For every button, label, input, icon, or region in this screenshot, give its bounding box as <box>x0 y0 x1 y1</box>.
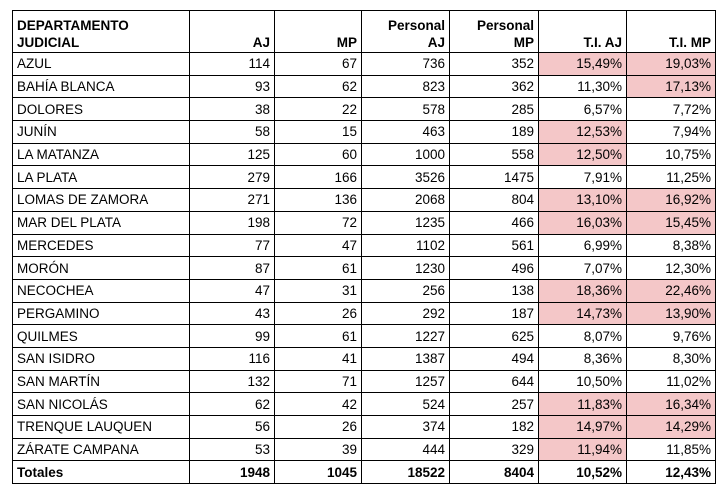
cell-mp: 60 <box>275 143 362 166</box>
cell-personal-aj: 444 <box>362 438 450 461</box>
cell-departamento: LA MATANZA <box>13 143 190 166</box>
cell-ti-aj: 12,53% <box>539 121 627 144</box>
cell-ti-mp: 15,45% <box>627 211 716 234</box>
header-line2: JUDICIAL <box>17 35 80 50</box>
cell-personal-aj: 2068 <box>362 189 450 212</box>
cell-ti-mp: 7,94% <box>627 121 716 144</box>
cell-ti-mp: 16,92% <box>627 189 716 212</box>
cell-personal-aj: 578 <box>362 98 450 121</box>
cell-ti-aj: 10,50% <box>539 370 627 393</box>
cell-ti-mp: 11,02% <box>627 370 716 393</box>
cell-ti-aj: 6,57% <box>539 98 627 121</box>
table-body <box>13 53 716 484</box>
cell-personal-mp: 257 <box>450 393 539 416</box>
table-row <box>13 211 716 234</box>
cell-personal-mp: 496 <box>450 257 539 280</box>
cell-mp: 31 <box>275 279 362 302</box>
cell-aj: 62 <box>190 393 275 416</box>
cell-ti-aj: 8,07% <box>539 325 627 348</box>
table-row <box>13 189 716 212</box>
cell-aj: 198 <box>190 211 275 234</box>
cell-personal-aj: 1257 <box>362 370 450 393</box>
cell-personal-mp: 182 <box>450 416 539 439</box>
cell-ti-mp: 22,46% <box>627 279 716 302</box>
cell-ti-mp: 7,72% <box>627 98 716 121</box>
cell-personal-aj: 292 <box>362 302 450 325</box>
table-row <box>13 121 716 144</box>
cell-personal-mp: 187 <box>450 302 539 325</box>
cell-departamento: SAN NICOLÁS <box>13 393 190 416</box>
table-row <box>13 347 716 370</box>
judicial-departments-table <box>12 10 716 484</box>
header-line2: AJ <box>427 35 445 50</box>
cell-aj: 114 <box>190 53 275 76</box>
table-row <box>13 53 716 76</box>
totals-row <box>13 461 716 484</box>
cell-ti-mp: 11,85% <box>627 438 716 461</box>
table-row <box>13 257 716 280</box>
cell-personal-mp: 138 <box>450 279 539 302</box>
cell-aj: 53 <box>190 438 275 461</box>
cell-ti-aj: 11,83% <box>539 393 627 416</box>
cell-ti-aj: 6,99% <box>539 234 627 257</box>
cell-personal-mp: 644 <box>450 370 539 393</box>
table-row <box>13 393 716 416</box>
cell-personal-mp: 352 <box>450 53 539 76</box>
total-cell-mp: 1045 <box>275 461 362 484</box>
cell-mp: 26 <box>275 416 362 439</box>
cell-personal-aj: 374 <box>362 416 450 439</box>
cell-aj: 43 <box>190 302 275 325</box>
cell-departamento: MAR DEL PLATA <box>13 211 190 234</box>
cell-personal-aj: 256 <box>362 279 450 302</box>
cell-departamento: LOMAS DE ZAMORA <box>13 189 190 212</box>
cell-ti-aj: 14,73% <box>539 302 627 325</box>
total-cell-departamento: Totales <box>13 461 190 484</box>
cell-ti-mp: 8,38% <box>627 234 716 257</box>
cell-ti-aj: 16,03% <box>539 211 627 234</box>
cell-ti-aj: 14,97% <box>539 416 627 439</box>
cell-aj: 58 <box>190 121 275 144</box>
header-line1: Personal <box>476 18 534 33</box>
header-line2: MP <box>513 35 534 50</box>
table-row <box>13 166 716 189</box>
header-row <box>13 11 716 53</box>
cell-departamento: SAN MARTÍN <box>13 370 190 393</box>
header-personal-aj <box>362 11 450 53</box>
cell-ti-mp: 14,29% <box>627 416 716 439</box>
header-line1: Personal <box>387 18 445 33</box>
cell-personal-aj: 1387 <box>362 347 450 370</box>
cell-departamento: LA PLATA <box>13 166 190 189</box>
cell-ti-mp: 16,34% <box>627 393 716 416</box>
header-departamento-judicial <box>13 11 190 53</box>
cell-personal-aj: 1102 <box>362 234 450 257</box>
cell-ti-aj: 13,10% <box>539 189 627 212</box>
cell-ti-mp: 13,90% <box>627 302 716 325</box>
cell-personal-aj: 736 <box>362 53 450 76</box>
cell-departamento: NECOCHEA <box>13 279 190 302</box>
header-personal-mp <box>450 11 539 53</box>
cell-ti-aj: 11,94% <box>539 438 627 461</box>
cell-personal-mp: 558 <box>450 143 539 166</box>
cell-personal-aj: 524 <box>362 393 450 416</box>
cell-aj: 125 <box>190 143 275 166</box>
cell-personal-aj: 1235 <box>362 211 450 234</box>
cell-departamento: PERGAMINO <box>13 302 190 325</box>
cell-ti-aj: 15,49% <box>539 53 627 76</box>
header-line1: DEPARTAMENTO <box>17 18 129 33</box>
cell-mp: 62 <box>275 75 362 98</box>
cell-mp: 15 <box>275 121 362 144</box>
cell-ti-aj: 18,36% <box>539 279 627 302</box>
cell-aj: 132 <box>190 370 275 393</box>
table-row <box>13 370 716 393</box>
cell-ti-mp: 17,13% <box>627 75 716 98</box>
table-row <box>13 438 716 461</box>
cell-personal-mp: 362 <box>450 75 539 98</box>
cell-aj: 87 <box>190 257 275 280</box>
cell-mp: 42 <box>275 393 362 416</box>
cell-aj: 99 <box>190 325 275 348</box>
cell-mp: 166 <box>275 166 362 189</box>
cell-personal-aj: 463 <box>362 121 450 144</box>
cell-ti-aj: 11,30% <box>539 75 627 98</box>
cell-ti-aj: 12,50% <box>539 143 627 166</box>
cell-ti-aj: 7,91% <box>539 166 627 189</box>
cell-departamento: JUNÍN <box>13 121 190 144</box>
cell-ti-mp: 11,25% <box>627 166 716 189</box>
cell-departamento: AZUL <box>13 53 190 76</box>
cell-mp: 136 <box>275 189 362 212</box>
cell-personal-aj: 1000 <box>362 143 450 166</box>
header-line2: T.I. AJ <box>583 35 622 50</box>
cell-ti-mp: 12,30% <box>627 257 716 280</box>
header-line2: AJ <box>252 35 270 50</box>
cell-aj: 77 <box>190 234 275 257</box>
header-line2: MP <box>336 35 357 50</box>
cell-aj: 116 <box>190 347 275 370</box>
cell-aj: 47 <box>190 279 275 302</box>
cell-mp: 72 <box>275 211 362 234</box>
cell-aj: 93 <box>190 75 275 98</box>
cell-mp: 61 <box>275 257 362 280</box>
cell-personal-mp: 804 <box>450 189 539 212</box>
cell-personal-aj: 1227 <box>362 325 450 348</box>
cell-personal-mp: 329 <box>450 438 539 461</box>
cell-personal-aj: 3526 <box>362 166 450 189</box>
cell-departamento: MERCEDES <box>13 234 190 257</box>
cell-personal-mp: 561 <box>450 234 539 257</box>
cell-personal-mp: 625 <box>450 325 539 348</box>
total-cell-personal-mp: 8404 <box>450 461 539 484</box>
cell-personal-mp: 189 <box>450 121 539 144</box>
cell-aj: 56 <box>190 416 275 439</box>
cell-personal-mp: 1475 <box>450 166 539 189</box>
cell-departamento: BAHÍA BLANCA <box>13 75 190 98</box>
header-ti-aj <box>539 11 627 53</box>
table-row <box>13 302 716 325</box>
table-row <box>13 98 716 121</box>
cell-mp: 71 <box>275 370 362 393</box>
cell-ti-aj: 7,07% <box>539 257 627 280</box>
cell-ti-mp: 8,30% <box>627 347 716 370</box>
cell-mp: 39 <box>275 438 362 461</box>
cell-personal-aj: 1230 <box>362 257 450 280</box>
table-row <box>13 279 716 302</box>
total-cell-ti-aj: 10,52% <box>539 461 627 484</box>
cell-aj: 279 <box>190 166 275 189</box>
cell-personal-mp: 494 <box>450 347 539 370</box>
cell-aj: 271 <box>190 189 275 212</box>
total-cell-aj: 1948 <box>190 461 275 484</box>
cell-ti-mp: 19,03% <box>627 53 716 76</box>
total-cell-ti-mp: 12,43% <box>627 461 716 484</box>
cell-ti-mp: 10,75% <box>627 143 716 166</box>
total-cell-personal-aj: 18522 <box>362 461 450 484</box>
header-line2: T.I. MP <box>668 35 711 50</box>
cell-mp: 41 <box>275 347 362 370</box>
cell-ti-mp: 9,76% <box>627 325 716 348</box>
cell-aj: 38 <box>190 98 275 121</box>
cell-personal-aj: 823 <box>362 75 450 98</box>
table-row <box>13 325 716 348</box>
cell-departamento: SAN ISIDRO <box>13 347 190 370</box>
header-mp <box>275 11 362 53</box>
table-row <box>13 416 716 439</box>
header-ti-mp <box>627 11 716 53</box>
cell-mp: 67 <box>275 53 362 76</box>
cell-departamento: MORÓN <box>13 257 190 280</box>
cell-departamento: TRENQUE LAUQUEN <box>13 416 190 439</box>
cell-ti-aj: 8,36% <box>539 347 627 370</box>
cell-mp: 47 <box>275 234 362 257</box>
header-aj <box>190 11 275 53</box>
cell-mp: 22 <box>275 98 362 121</box>
table-row <box>13 75 716 98</box>
table-row <box>13 234 716 257</box>
cell-departamento: QUILMES <box>13 325 190 348</box>
cell-personal-mp: 285 <box>450 98 539 121</box>
table-row <box>13 143 716 166</box>
cell-departamento: ZÁRATE CAMPANA <box>13 438 190 461</box>
cell-mp: 61 <box>275 325 362 348</box>
cell-personal-mp: 466 <box>450 211 539 234</box>
cell-mp: 26 <box>275 302 362 325</box>
cell-departamento: DOLORES <box>13 98 190 121</box>
